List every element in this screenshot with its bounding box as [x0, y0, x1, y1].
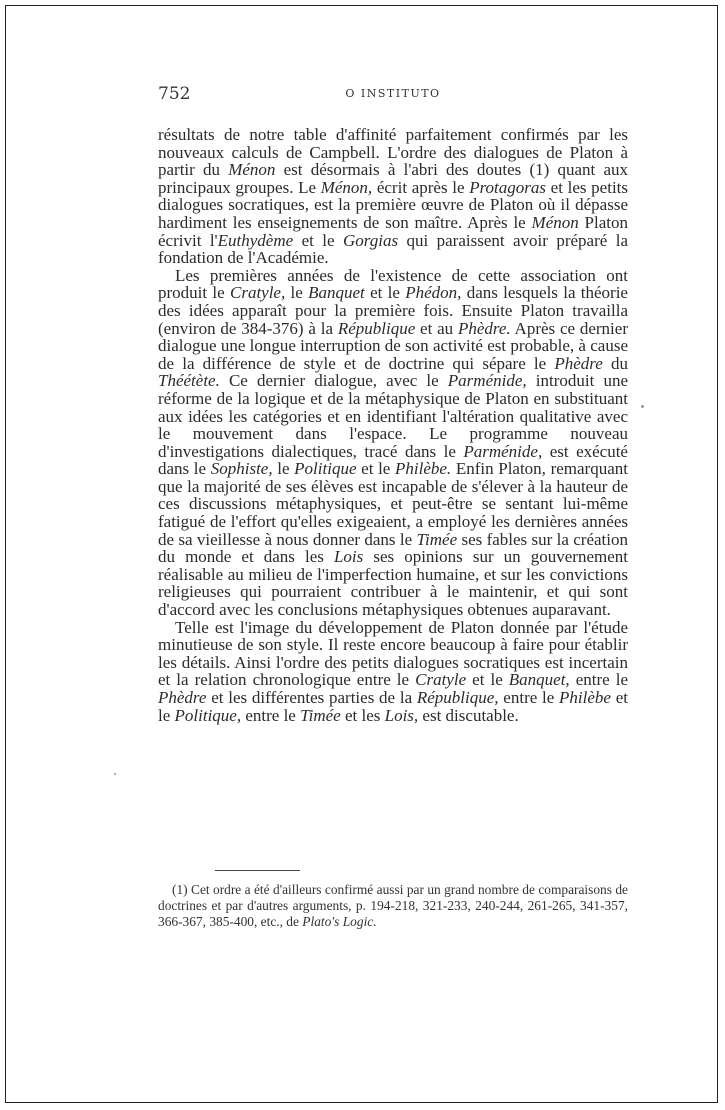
- paragraph-2: Les premières années de l'existence de cette association ont produit le Cratyle, le Banquet et le Phédon, dans lesquels la théorie des idées apparaît pour la première fois. Ensuite Platon travailla (environ de 384-376) à la République et au Phèdre. Après ce dernier dialogue une longue interruption de son activité est probable, à cause de la différence de style et de doctrine qui sépare le Phèdre du Théétète. Ce dernier dialogue, avec le Parménide, introduit une réforme de la logique et de la métaphysique de Platon en substituant aux idées les catégories et en identifiant l'altération qualitative avec le mouvement dans l'espace. Le programme nouveau d'investigations dialectiques, tracé dans le Parménide, est exécuté dans le Sophiste, le Politique et le Philèbe. Enfin Platon, remarquant que la majorité de ses élèves est incapable de s'élever à la hauteur de ces discussions métaphysiques, et peut-être se sentant lui-même fatigué de l'effort qu'elles exigeaient, a employé les dernières années de sa vieillesse à nous donner dans le Timée ses fables sur la création du monde et dans les Lois ses opinions sur un gouvernement réalisable au milieu de l'imperfection humaine, et sur les convictions religieuses qui pourraient contribuer à le maintenir, et qui sont d'accord avec les conclusions métaphysiques obtenues auparavant.: [158, 265, 628, 620]
- paper-speck: [641, 405, 644, 408]
- footnote-separator: [215, 870, 300, 871]
- page-number: 752: [158, 84, 191, 104]
- body-text: [158, 126, 628, 724]
- journal-title: O INSTITUTO: [345, 87, 441, 100]
- footnote: [158, 882, 628, 930]
- paragraph-1: résultats de notre table d'affinité parfaitement confirmés par les nouveaux calculs de Campbell. L'ordre des dialogues de Platon à partir du Ménon est désormais à l'abri des doutes (1) quant aux principaux groupes. Le Ménon, écrit après le Protagoras et les petits dialogues socratiques, est la première œuvre de Platon où il dépasse hardiment les enseignements de son maître. Après le Ménon Platon écrivit l'Euthydème et le Gorgias qui paraissent avoir préparé la fondation de l'Académie.: [158, 125, 629, 268]
- paragraph-3: Telle est l'image du développement de Platon donnée par l'étude minutieuse de son style. Il reste encore beaucoup à faire pour établir les détails. Ainsi l'ordre des petits dialogues socratiques est incertain et la relation chronologique entre le Cratyle et le Banquet, entre le Phèdre et les différentes parties de la République, entre le Philèbe et le Politique, entre le Timée et les Lois, est discutable.: [158, 617, 629, 725]
- footnote-text: (1) Cet ordre a été d'ailleurs confirmé aussi par un grand nombre de comparaisons de doctrines et par d'autres arguments, p. 194-218, 321-233, 240-244, 261-265, 341-357, 366-367, 385-400, etc., de Plato's Logic.: [158, 882, 628, 929]
- paper-speck: [114, 773, 116, 775]
- running-head: [158, 84, 628, 106]
